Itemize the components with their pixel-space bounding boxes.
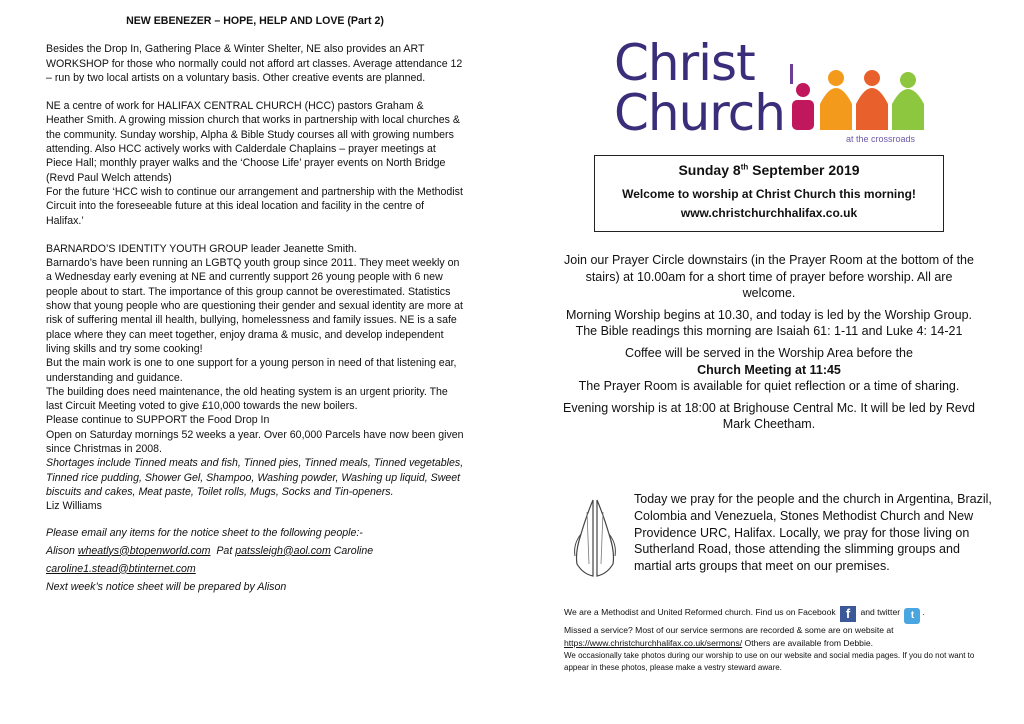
hcc-paragraph: NE a centre of work for HALIFAX CENTRAL CHURCH (HCC) pastors Graham & Heather Smith. A growing mission church that works in partnership with local churches & the community. Sunday worship, Alpha & Bible Study courses all with growing numbers attending. Also HCC actively works with Calderdale Chaplains – prayer meetings at Piece Hall; monthly prayer walks and the ‘Choose Life’ prayer events on North Bridge (Revd Paul Welch attends) bbox=[46, 100, 460, 184]
bible-readings-notice: The Bible readings this morning are Isaiah 61: 1-11 and Luke 4: 14-21 bbox=[575, 324, 963, 339]
prayer-room-notice: The Prayer Room is available for quiet reflection or a time of sharing. bbox=[578, 379, 960, 394]
email-link-pat[interactable]: patssleigh@aol.com bbox=[235, 544, 331, 557]
website-link[interactable]: www.christchurchhalifax.co.uk bbox=[680, 206, 858, 220]
shortages-paragraph: Shortages include Tinned meats and fish, Tinned pies, Tinned meals, Tinned vegetables, Tinned rice pudding, Shower Gel, Shampoo, Washing powder, Washing up liquid, Sweet biscuits and cakes, Meat paste, Toilet rolls, Mugs, Socks and Tin-openers. bbox=[46, 457, 464, 498]
sermons-line: https://www.christchurchhalifax.co.uk/sermons/ Others are available from Debbie. bbox=[564, 638, 874, 648]
author: Liz Williams bbox=[46, 500, 102, 513]
evening-worship-notice: Evening worship is at 18:00 at Brighouse Central Mc. It will be led by Revd Mark Cheetham. bbox=[562, 400, 975, 432]
praying-hands-icon bbox=[567, 494, 623, 582]
twitter-icon[interactable]: t bbox=[904, 608, 920, 624]
news-column bbox=[46, 14, 464, 596]
contact-name-pat: Pat bbox=[216, 544, 233, 557]
sermons-link[interactable]: https://www.christchurchhalifax.co.uk/sermons/ bbox=[564, 638, 743, 648]
food-drop-paragraph: Open on Saturday mornings 52 weeks a year. Over 60,000 Parcels have now been given since Christmas in 2008. bbox=[46, 428, 464, 456]
article-title: NEW EBENEZER – HOPE, HELP AND LOVE (Part 2) bbox=[126, 15, 384, 27]
email-link-caroline[interactable]: caroline1.stead@btinternet.com bbox=[46, 562, 196, 575]
next-week-note: Next week’s notice sheet will be prepared by Alison bbox=[46, 580, 287, 593]
barnardos-heading: BARNARDO’S IDENTITY YOUTH GROUP leader Jeanette Smith. bbox=[46, 242, 357, 255]
church-logo bbox=[614, 36, 944, 152]
prayer-list: Today we pray for the people and the church in Argentina, Brazil, Colombia and Venezuela, Stones Methodist Church and New Providence URC, Halifax. Locally, we pray for those living on Sutherland Road, those attending the slimming groups and martial arts groups that meet on our premises. bbox=[634, 492, 992, 574]
logo-line1: Christ bbox=[614, 34, 755, 92]
food-drop-heading: Please continue to SUPPORT the Food Drop In bbox=[46, 414, 270, 427]
barnardos-paragraph: Barnardo’s have been running an LGBTQ youth group since 2011. They meet weekly on a Wednesday early evening at NE and currently support 26 young people with 6 new people about to start. The importance of this group cannot be overestimated. Statistics show that young people who are questioning their gender and sexual identity are more at risk of suffering mental ill health, bullying, homelessness and family issues. NE is a safe place where they can meet together, enjoy drama & music, and develop independent living skills and try some cooking! bbox=[46, 257, 463, 355]
prayer-circle-notice: Join our Prayer Circle downstairs (in the Prayer Room at the bottom of the stairs) at 10.00am for a short time of prayer before worship. All are welcome. bbox=[564, 253, 974, 301]
coffee-notice: Coffee will be served in the Worship Area before the Church Meeting at 11:45 bbox=[625, 345, 913, 377]
logo-line2: Church bbox=[614, 84, 785, 142]
service-info-box bbox=[594, 155, 944, 232]
art-workshop-paragraph: Besides the Drop In, Gathering Place & Winter Shelter, NE also provides an ART WORKSHOP for those who normally could not afford art classes. Average attendance 12 – run by two local artists on a voluntary basis. Other creative events are planned. bbox=[46, 43, 463, 84]
welcome-message: Welcome to worship at Christ Church this morning! bbox=[622, 187, 916, 201]
support-paragraph: But the main work is one to one support for a young person in need of that listening ear, understanding and guidance. bbox=[46, 357, 457, 384]
contact-name-caroline: Caroline bbox=[333, 544, 374, 557]
maintenance-paragraph: The building does need maintenance, the old heating system is an urgent priority. The last Circuit Meeting voted to give £10,000 towards the new boilers. bbox=[46, 385, 448, 413]
email-contacts-line1 bbox=[46, 542, 464, 560]
notice-contacts bbox=[46, 524, 464, 596]
notices-column bbox=[560, 252, 978, 438]
missed-service-line: Missed a service? Most of our service sermons are recorded & some are on website at bbox=[564, 625, 894, 635]
contact-name-alison: Alison bbox=[46, 544, 75, 557]
church-meeting-time: Church Meeting at 11:45 bbox=[697, 362, 841, 377]
facebook-icon[interactable]: f bbox=[840, 606, 856, 622]
social-line: We are a Methodist and United Reformed church. Find us on Facebook f and twitter t . bbox=[564, 606, 996, 624]
email-intro: Please email any items for the notice sheet to the following people:- bbox=[46, 526, 363, 539]
logo-figures-icon bbox=[790, 64, 940, 144]
footer-info bbox=[564, 606, 996, 674]
photo-notice: We occasionally take photos during our worship to use on our website and social media pages. If you do not want to appear in these photos, please make a vestry steward aware. bbox=[564, 651, 975, 672]
future-paragraph: For the future ‘HCC wish to continue our arrangement and partnership with the Methodist Circuit into the foreseeable future at this ideal location and facility in the centre of Halifax.’ bbox=[46, 185, 463, 227]
logo-tagline: at the crossroads bbox=[846, 134, 916, 144]
service-date: Sunday 8th September 2019 bbox=[678, 162, 860, 178]
email-link-alison[interactable]: wheatlys@btopenworld.com bbox=[77, 544, 211, 557]
morning-worship-notice: Morning Worship begins at 10.30, and today is led by the Worship Group. bbox=[565, 307, 973, 322]
